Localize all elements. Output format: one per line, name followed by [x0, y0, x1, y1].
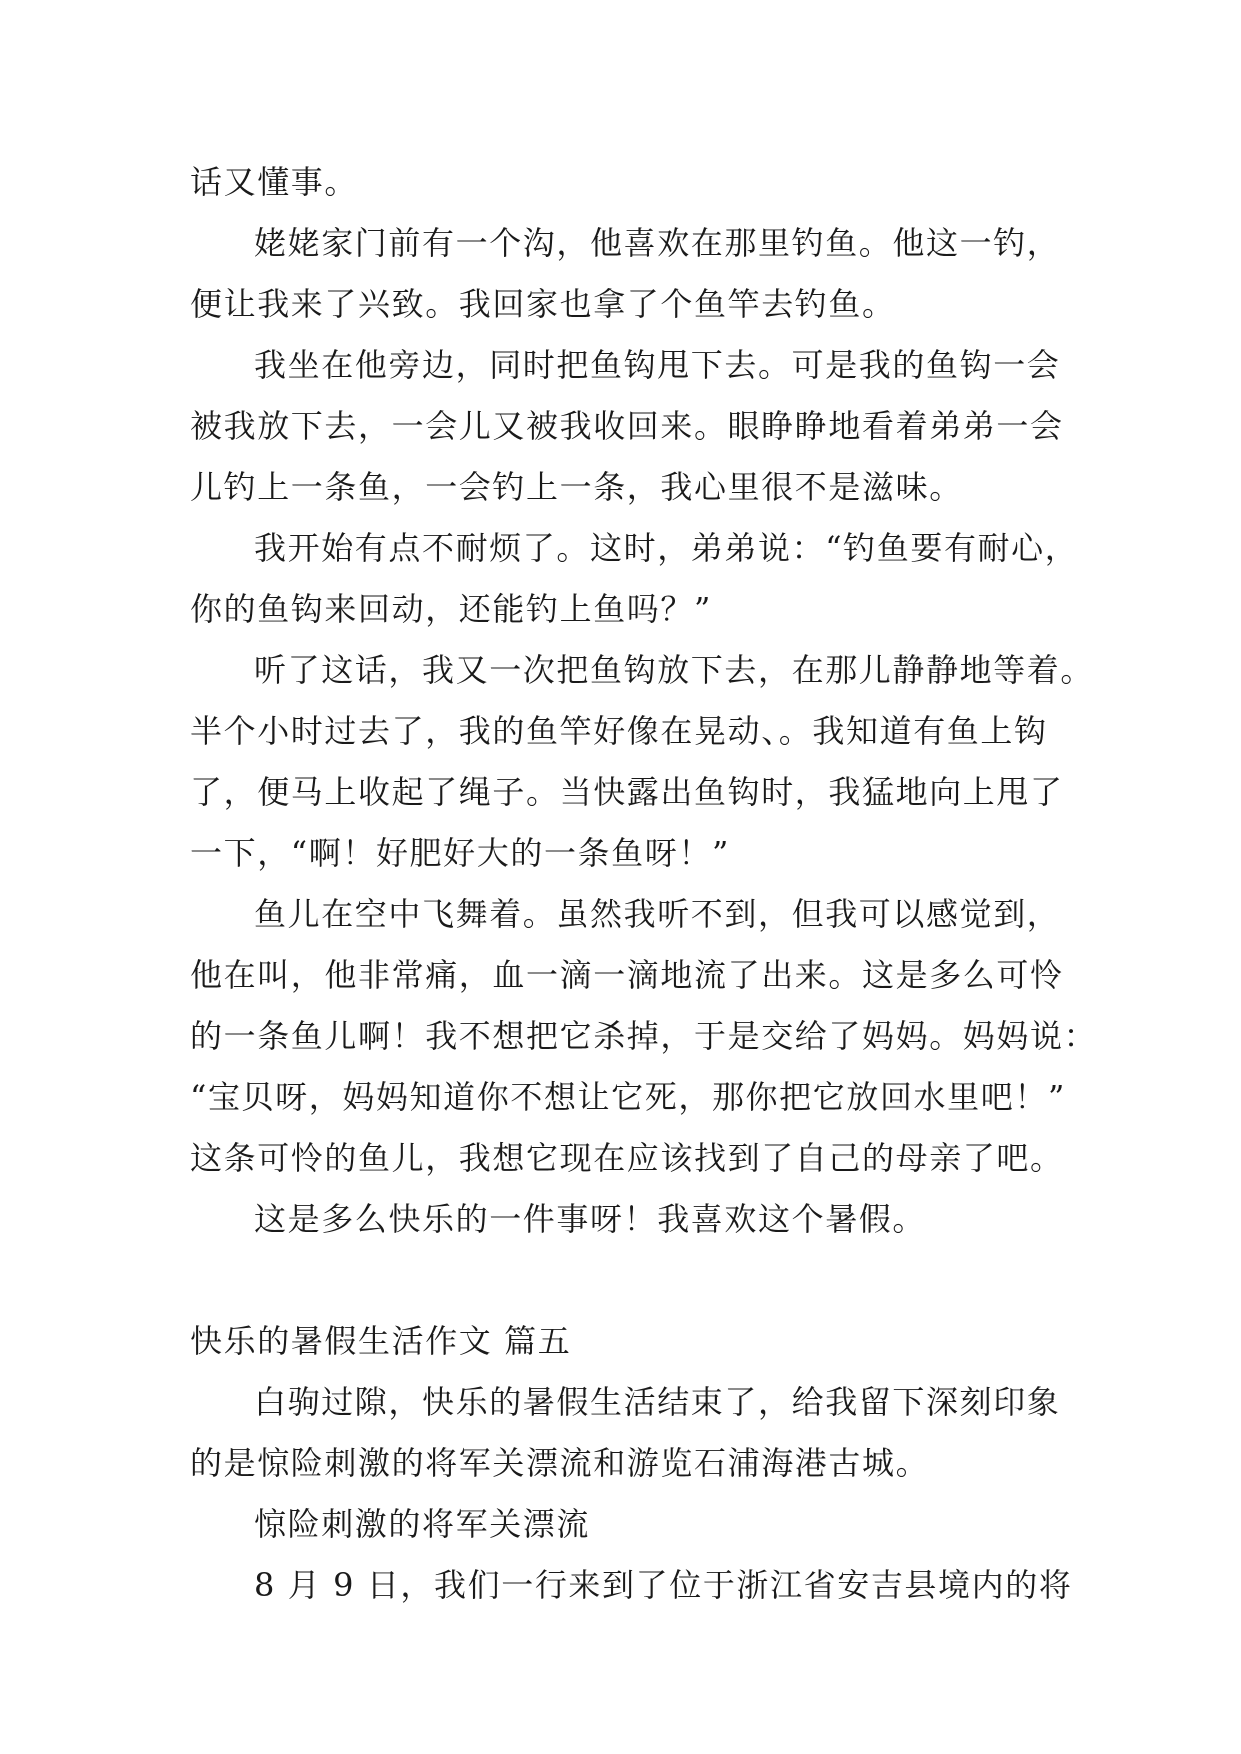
- text-line: 儿钓上一条鱼，一会钓上一条，我心里很不是滋味。: [190, 468, 963, 506]
- text-line: 一下，“啊！好肥好大的一条鱼呀！”: [190, 834, 730, 872]
- text-line: 半个小时过去了，我的鱼竿好像在晃动、。我知道有鱼上钩: [190, 712, 1048, 750]
- text-line: 你的鱼钩来回动，还能钓上鱼吗？”: [190, 590, 712, 628]
- text-line: 听了这话，我又一次把鱼钩放下去，在那儿静静地等着。: [254, 651, 1095, 689]
- text-line: 鱼儿在空中飞舞着。虽然我听不到，但我可以感觉到，: [254, 895, 1061, 933]
- text-line: 的一条鱼儿啊！我不想把它杀掉，于是交给了妈妈。妈妈说：: [190, 1017, 1098, 1055]
- text-line: 8 月 9 日，我们一行来到了位于浙江省安吉县境内的将: [254, 1566, 1073, 1604]
- subheading: 惊险刺激的将军关漂流: [254, 1505, 591, 1543]
- text-line: 姥姥家门前有一个沟，他喜欢在那里钓鱼。他这一钓，: [254, 224, 1061, 262]
- text-line: 便让我来了兴致。我回家也拿了个鱼竿去钓鱼。: [190, 285, 896, 323]
- text-line: 我开始有点不耐烦了。这时，弟弟说：“钓鱼要有耐心，: [254, 529, 1079, 567]
- text-line: 这是多么快乐的一件事呀！我喜欢这个暑假。: [254, 1200, 927, 1238]
- text-line: 话又懂事。: [190, 163, 359, 201]
- text-line: 他在叫，他非常痛，血一滴一滴地流了出来。这是多么可怜: [190, 956, 1064, 994]
- text-line: “宝贝呀，妈妈知道你不想让它死，那你把它放回水里吧！”: [190, 1078, 1066, 1116]
- text-line: 了，便马上收起了绳子。当快露出鱼钩时，我猛地向上甩了: [190, 773, 1064, 811]
- text-line: 我坐在他旁边，同时把鱼钩甩下去。可是我的鱼钩一会: [254, 346, 1061, 384]
- text-line: 被我放下去，一会儿又被我收回来。眼睁睁地看着弟弟一会: [190, 407, 1064, 445]
- text-line: 的是惊险刺激的将军关漂流和游览石浦海港古城。: [190, 1444, 930, 1482]
- text-line: 白驹过隙，快乐的暑假生活结束了，给我留下深刻印象: [254, 1383, 1061, 1421]
- text-line: 这条可怜的鱼儿，我想它现在应该找到了自己的母亲了吧。: [190, 1139, 1064, 1177]
- section-heading: 快乐的暑假生活作文 篇五: [190, 1322, 572, 1360]
